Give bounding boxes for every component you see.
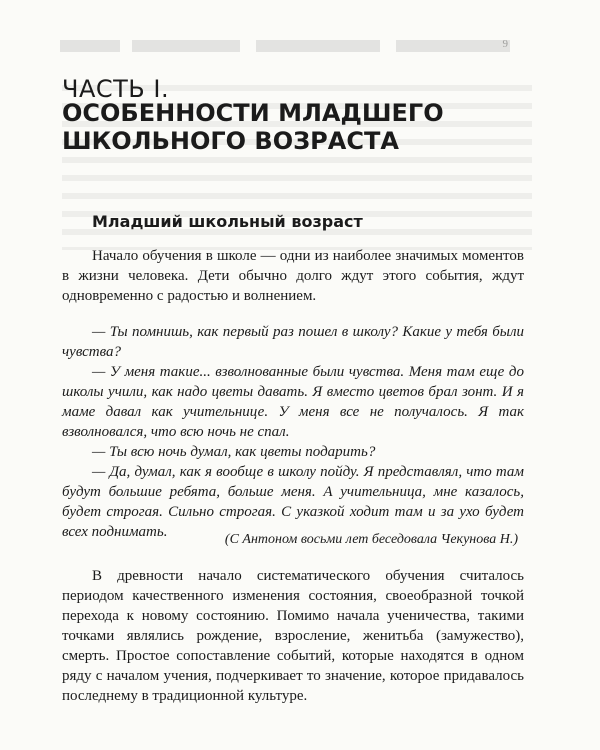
dialogue-line: — Ты всю ночь думал, как цветы подарить?	[92, 444, 376, 460]
intro-paragraph-text: Начало обучения в школе — одни из наиболее значимых моментов в жизни человека. Дети обычно долго ждут этого события, ждут одновременно с радостью и волнением.	[62, 248, 524, 304]
page-number: 9	[502, 38, 508, 50]
dialogue-line: — Ты помнишь, как первый раз пошел в школу? Какие у тебя были чувства?	[62, 324, 524, 360]
part-title-line-2: ШКОЛЬНОГО ВОЗРАСТА	[62, 127, 399, 155]
body-paragraph-text: В древности начало систематического обучения считалось периодом качественного изменения состояния, своеобразной точкой перехода к новому состоянию. Помимо начала ученичества, такими точками являлись рождение, взросление, женитьба (замужество), смерть. Простое сопоставление событий, которые находятся в одном ряду с началом учения, подчеркивает то значение, которое придавалось последнему в традиционной культуре.	[62, 568, 524, 704]
part-label: ЧАСТЬ I.	[62, 75, 170, 103]
dialogue-line: — Да, думал, как я вообще в школу пойду. Я представлял, что там будут большие ребята, больше меня. А учительница, мне казалось, будет строгая. Сильно строгая. С указкой ходит там и за ухо будет всех поднимать.	[62, 464, 524, 540]
dialogue-block	[62, 322, 524, 542]
body-paragraph	[62, 566, 524, 706]
dialogue-attribution: (С Антоном восьми лет беседовала Чекунова Н.)	[224, 532, 518, 547]
part-title	[62, 99, 502, 155]
intro-paragraph	[62, 246, 524, 306]
running-header-bleedthrough	[60, 40, 510, 52]
section-title: Младший школьный возраст	[92, 212, 363, 231]
part-title-line-1: ОСОБЕННОСТИ МЛАДШЕГО	[62, 99, 444, 127]
dialogue-line: — У меня такие... взволнованные были чувства. Меня там еще до школы учили, как надо цветы давать. Я вместо цветов брал зонт. И я маме давал как учительнице. У меня все не получалось. Я так взволновался, что всю ночь не спал.	[62, 364, 524, 440]
